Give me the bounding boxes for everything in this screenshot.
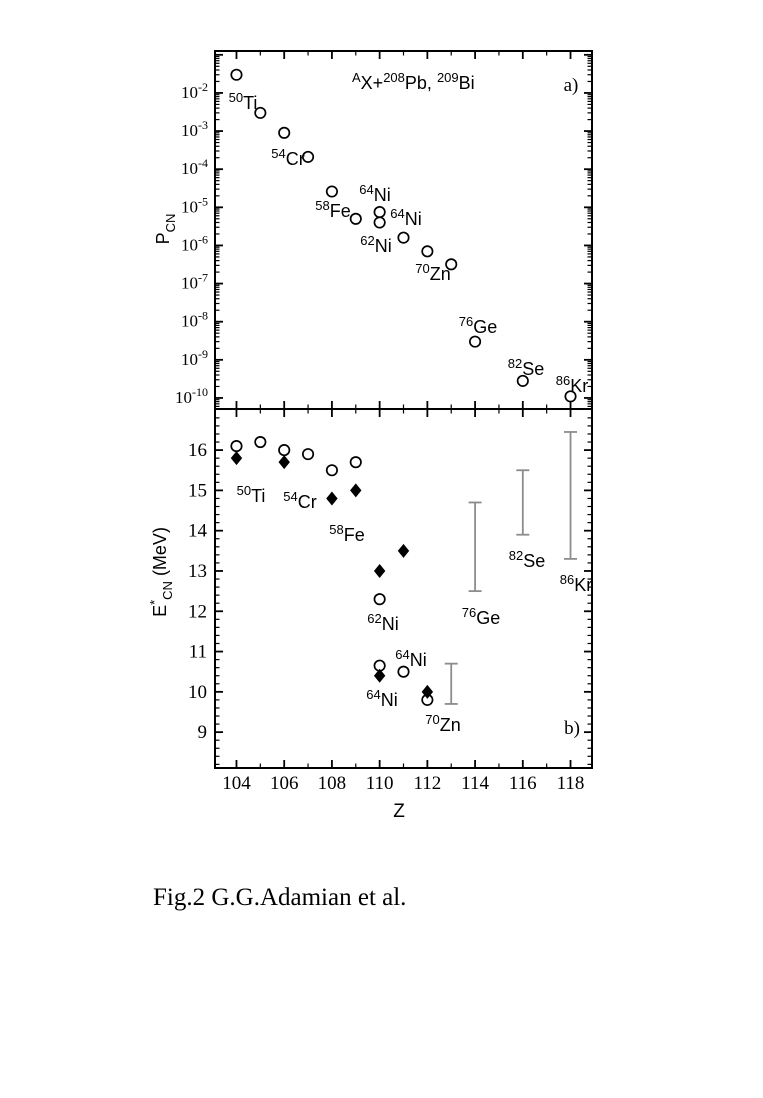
data-point-circle (231, 70, 241, 80)
isotope-label: $^{70}$Zn (425, 712, 461, 735)
series-open-circles (231, 437, 432, 705)
data-point-diamond (374, 564, 385, 578)
panel-letter: b) (564, 718, 580, 739)
isotope-label: $^{54}$Cr (283, 489, 317, 512)
y-tick-label: 11 (188, 641, 207, 663)
y-tick-label: 10 (188, 681, 207, 703)
data-point-circle (231, 441, 241, 451)
isotope-label: $^{86}$Kr (555, 373, 589, 396)
x-tick-label: 118 (556, 773, 585, 794)
isotope-label: $^{64}$Ni (359, 182, 391, 205)
isotope-label: $^{64}$Ni (395, 647, 427, 670)
y-axis-title: $E^*_{CN}$ (MeV) (147, 527, 175, 617)
figure-caption: Fig.2 G.G.Adamian et al. (153, 884, 407, 911)
y-tick-label: $10^{-9}$ (181, 346, 208, 369)
isotope-label: $^{76}$Ge (461, 605, 501, 628)
data-point-circle (351, 457, 361, 467)
data-point-circle (327, 465, 337, 475)
y-tick-label: 14 (188, 520, 207, 542)
data-point-circle (398, 232, 408, 242)
isotope-label: $^{62}$Ni (367, 611, 399, 634)
panel-letter: a) (563, 75, 579, 96)
isotope-label: $^{62}$Ni (360, 233, 392, 256)
y-tick-label: $10^{-3}$ (181, 118, 208, 141)
y-axis-title: $P_{CN}$ (153, 213, 178, 245)
x-tick-label: 116 (508, 773, 537, 794)
isotope-label: $^{70}$Zn (415, 261, 451, 284)
data-point-circle (351, 214, 361, 224)
y-tick-label: $10^{-10}$ (175, 384, 208, 407)
y-tick-label: $10^{-7}$ (181, 270, 208, 293)
y-tick-label: $10^{-8}$ (181, 308, 208, 331)
y-tick-label: 13 (188, 560, 207, 582)
x-tick-label: 104 (222, 773, 251, 794)
isotope-label: $^{82}$Se (507, 356, 545, 379)
isotope-label: $^{86}$Kr (559, 572, 593, 595)
isotope-label: $^{58}$Fe (315, 198, 351, 221)
y-tick-label: $10^{-4}$ (181, 156, 208, 179)
panel-title: $^A$X+$^{208}$Pb, $^{209}$Bi (352, 70, 475, 93)
isotope-label: $^{76}$Ge (458, 314, 498, 337)
y-tick-label: 15 (188, 480, 207, 502)
y-tick-label: $10^{-2}$ (181, 79, 208, 102)
data-point-diamond (326, 491, 337, 505)
isotope-label: $^{64}$Ni (390, 206, 422, 229)
isotope-label: $^{64}$Ni (366, 687, 398, 710)
y-tick-label: $10^{-5}$ (181, 194, 208, 217)
data-point-circle (470, 336, 480, 346)
x-tick-label: 106 (269, 773, 299, 794)
data-point-diamond (231, 451, 242, 465)
y-tick-label: $10^{-6}$ (181, 232, 208, 255)
data-point-circle (374, 217, 384, 227)
data-point-circle (374, 594, 384, 604)
x-tick-label: 110 (365, 773, 394, 794)
isotope-label: $^{50}$Ti (236, 483, 266, 506)
y-tick-label: 12 (188, 601, 207, 623)
data-point-circle (255, 437, 265, 447)
error-bar (445, 664, 458, 704)
panel-b-frame (215, 409, 592, 768)
error-bar (564, 432, 577, 559)
series-open-circles (228, 70, 575, 402)
panel-b (147, 409, 592, 822)
x-tick-label: 114 (461, 773, 489, 794)
data-point-diamond (374, 669, 385, 683)
data-point-circle (303, 449, 313, 459)
data-point-circle (279, 128, 289, 138)
y-tick-label: 16 (188, 440, 207, 462)
isotope-label: $^{50}$Ti (228, 90, 258, 113)
y-tick-label: 9 (197, 722, 207, 744)
error-bar (469, 502, 482, 591)
data-point-circle (374, 207, 384, 217)
data-point-diamond (350, 483, 361, 497)
x-tick-label: 112 (413, 773, 442, 794)
panel-a (153, 51, 592, 409)
data-point-diamond (278, 455, 289, 469)
data-point-circle (279, 445, 289, 455)
data-point-circle (422, 246, 432, 256)
x-axis-title: Z (393, 801, 405, 822)
isotope-label: $^{82}$Se (508, 548, 546, 571)
panel-a-frame (215, 51, 592, 409)
isotope-label: $^{54}$Cr (271, 146, 305, 169)
error-bar (516, 470, 529, 534)
x-tick-label: 108 (317, 773, 347, 794)
data-point-diamond (398, 544, 409, 558)
data-point-circle (327, 186, 337, 196)
isotope-label: $^{58}$Fe (329, 522, 365, 545)
data-point-circle (398, 667, 408, 677)
